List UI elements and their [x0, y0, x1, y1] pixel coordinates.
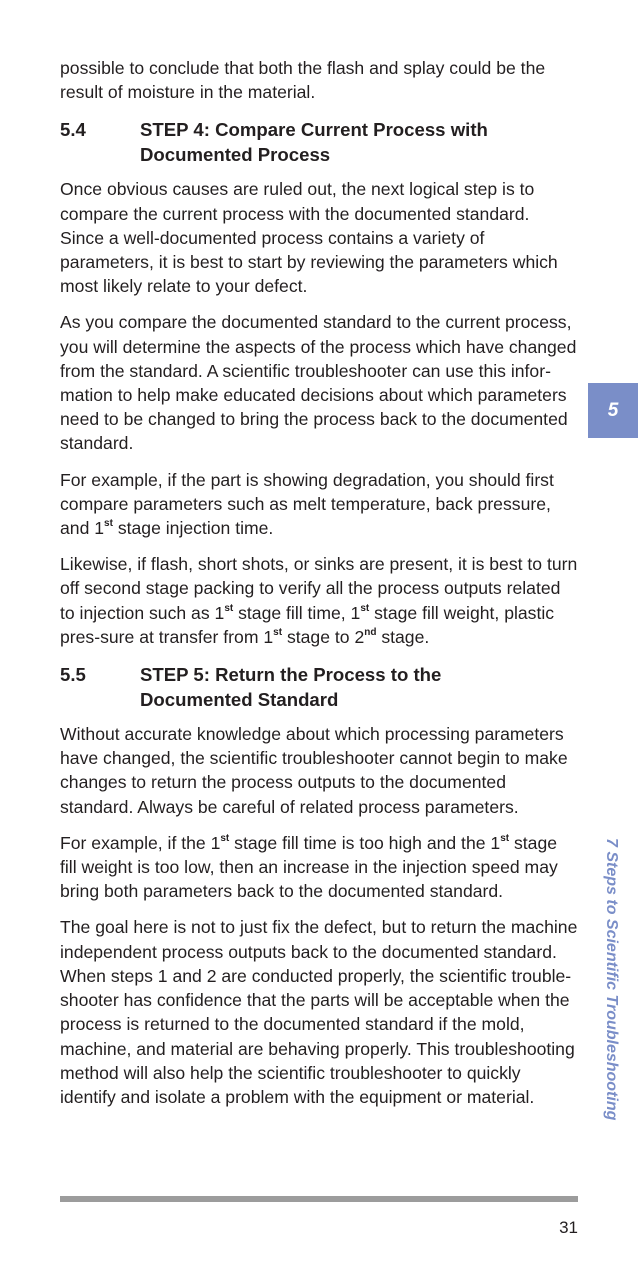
section-number: 5.5 — [60, 664, 86, 686]
text-run: stage fill weight, plastic pres-sure at transfer from 1 — [60, 602, 555, 647]
text-run: For example, if the part is showing degradation, you should first compare parameters such as melt temperature, back pressure, and 1 — [60, 469, 554, 539]
section-title-line: STEP 4: Compare Current Process with — [140, 119, 488, 141]
section-title — [140, 118, 578, 167]
section-heading-5-4 — [60, 118, 578, 167]
text-run: Likewise, if flash, short shots, or sinks are present, it is best to turn off second stage packing to verify all the process outputs related to injection such as 1 — [60, 554, 578, 623]
text-run: stage fill time, 1 — [233, 602, 361, 623]
text-run: stage to 2 — [282, 626, 365, 647]
paragraph: Once obvious causes are ruled out, the next logical step is to compare the current process with the documented standard. Since a well-documented process contains a variety of parameters, it is best to start by reviewing the parameters which most likely relate to your defect. — [60, 179, 558, 297]
ordinal-suffix: st — [360, 602, 370, 614]
chapter-tab — [588, 383, 638, 438]
section-title-line: STEP 5: Return the Process to the — [140, 664, 442, 686]
ordinal-suffix: st — [220, 833, 230, 845]
paragraph — [60, 468, 578, 541]
text-run: stage fill time is too high and the 1 — [229, 832, 501, 853]
ordinal-suffix: st — [104, 518, 113, 530]
footer-rule — [60, 1196, 578, 1202]
ordinal-suffix: st — [224, 602, 234, 614]
ordinal-suffix: st — [273, 627, 283, 638]
page-number: 31 — [559, 1218, 578, 1237]
chapter-tab-label: 5 — [607, 399, 619, 421]
section-title — [140, 663, 578, 712]
paragraph — [60, 552, 578, 649]
paragraph-continuation: possible to conclude that both the flash and splay could be the result of moisture in the material. — [60, 58, 546, 103]
section-heading-5-5 — [60, 663, 578, 712]
text-run: For example, if the 1 — [60, 832, 221, 853]
ordinal-suffix: nd — [364, 627, 377, 638]
section-number: 5.4 — [60, 119, 86, 141]
paragraph — [60, 831, 578, 904]
running-title: 7 Steps to Scientific Troubleshooting — [603, 838, 620, 1121]
section-title-line: Documented Process — [140, 143, 331, 165]
paragraph: Without accurate knowledge about which processing parameters have changed, the scientific troubleshooter cannot begin to make changes to return the process outputs to the documented standard. Always be careful of related process parameters. — [60, 724, 568, 817]
paragraph: The goal here is not to just fix the defect, but to return the machine independent process outputs back to the documented standard. When steps 1 and 2 are conducted properly, the scientific trouble-shooter has confidence that the parts will be acceptable when the process is returned to the documented standard if the mold, machine, and material are behaving properly. This troubleshooting method will also help the scientific troubleshooter to quickly identify and isolate a problem with the equipment or material. — [60, 917, 578, 1107]
page-content — [60, 56, 578, 1121]
text-run: stage. — [376, 626, 430, 647]
section-title-line: Documented Standard — [140, 688, 339, 710]
ordinal-suffix: st — [500, 833, 510, 845]
paragraph: As you compare the documented standard to the current process, you will determine the aspects of the process which have changed from the standard. A scientific troubleshooter can use this infor-mation to help make educated decisions about which parameters need to be changed to bring the process back to the documented standard. — [60, 312, 577, 454]
text-run: stage injection time. — [112, 518, 274, 539]
text-run: stage fill weight is too low, then an increase in the injection speed may bring both parameters back to the documented standard. — [60, 832, 558, 902]
